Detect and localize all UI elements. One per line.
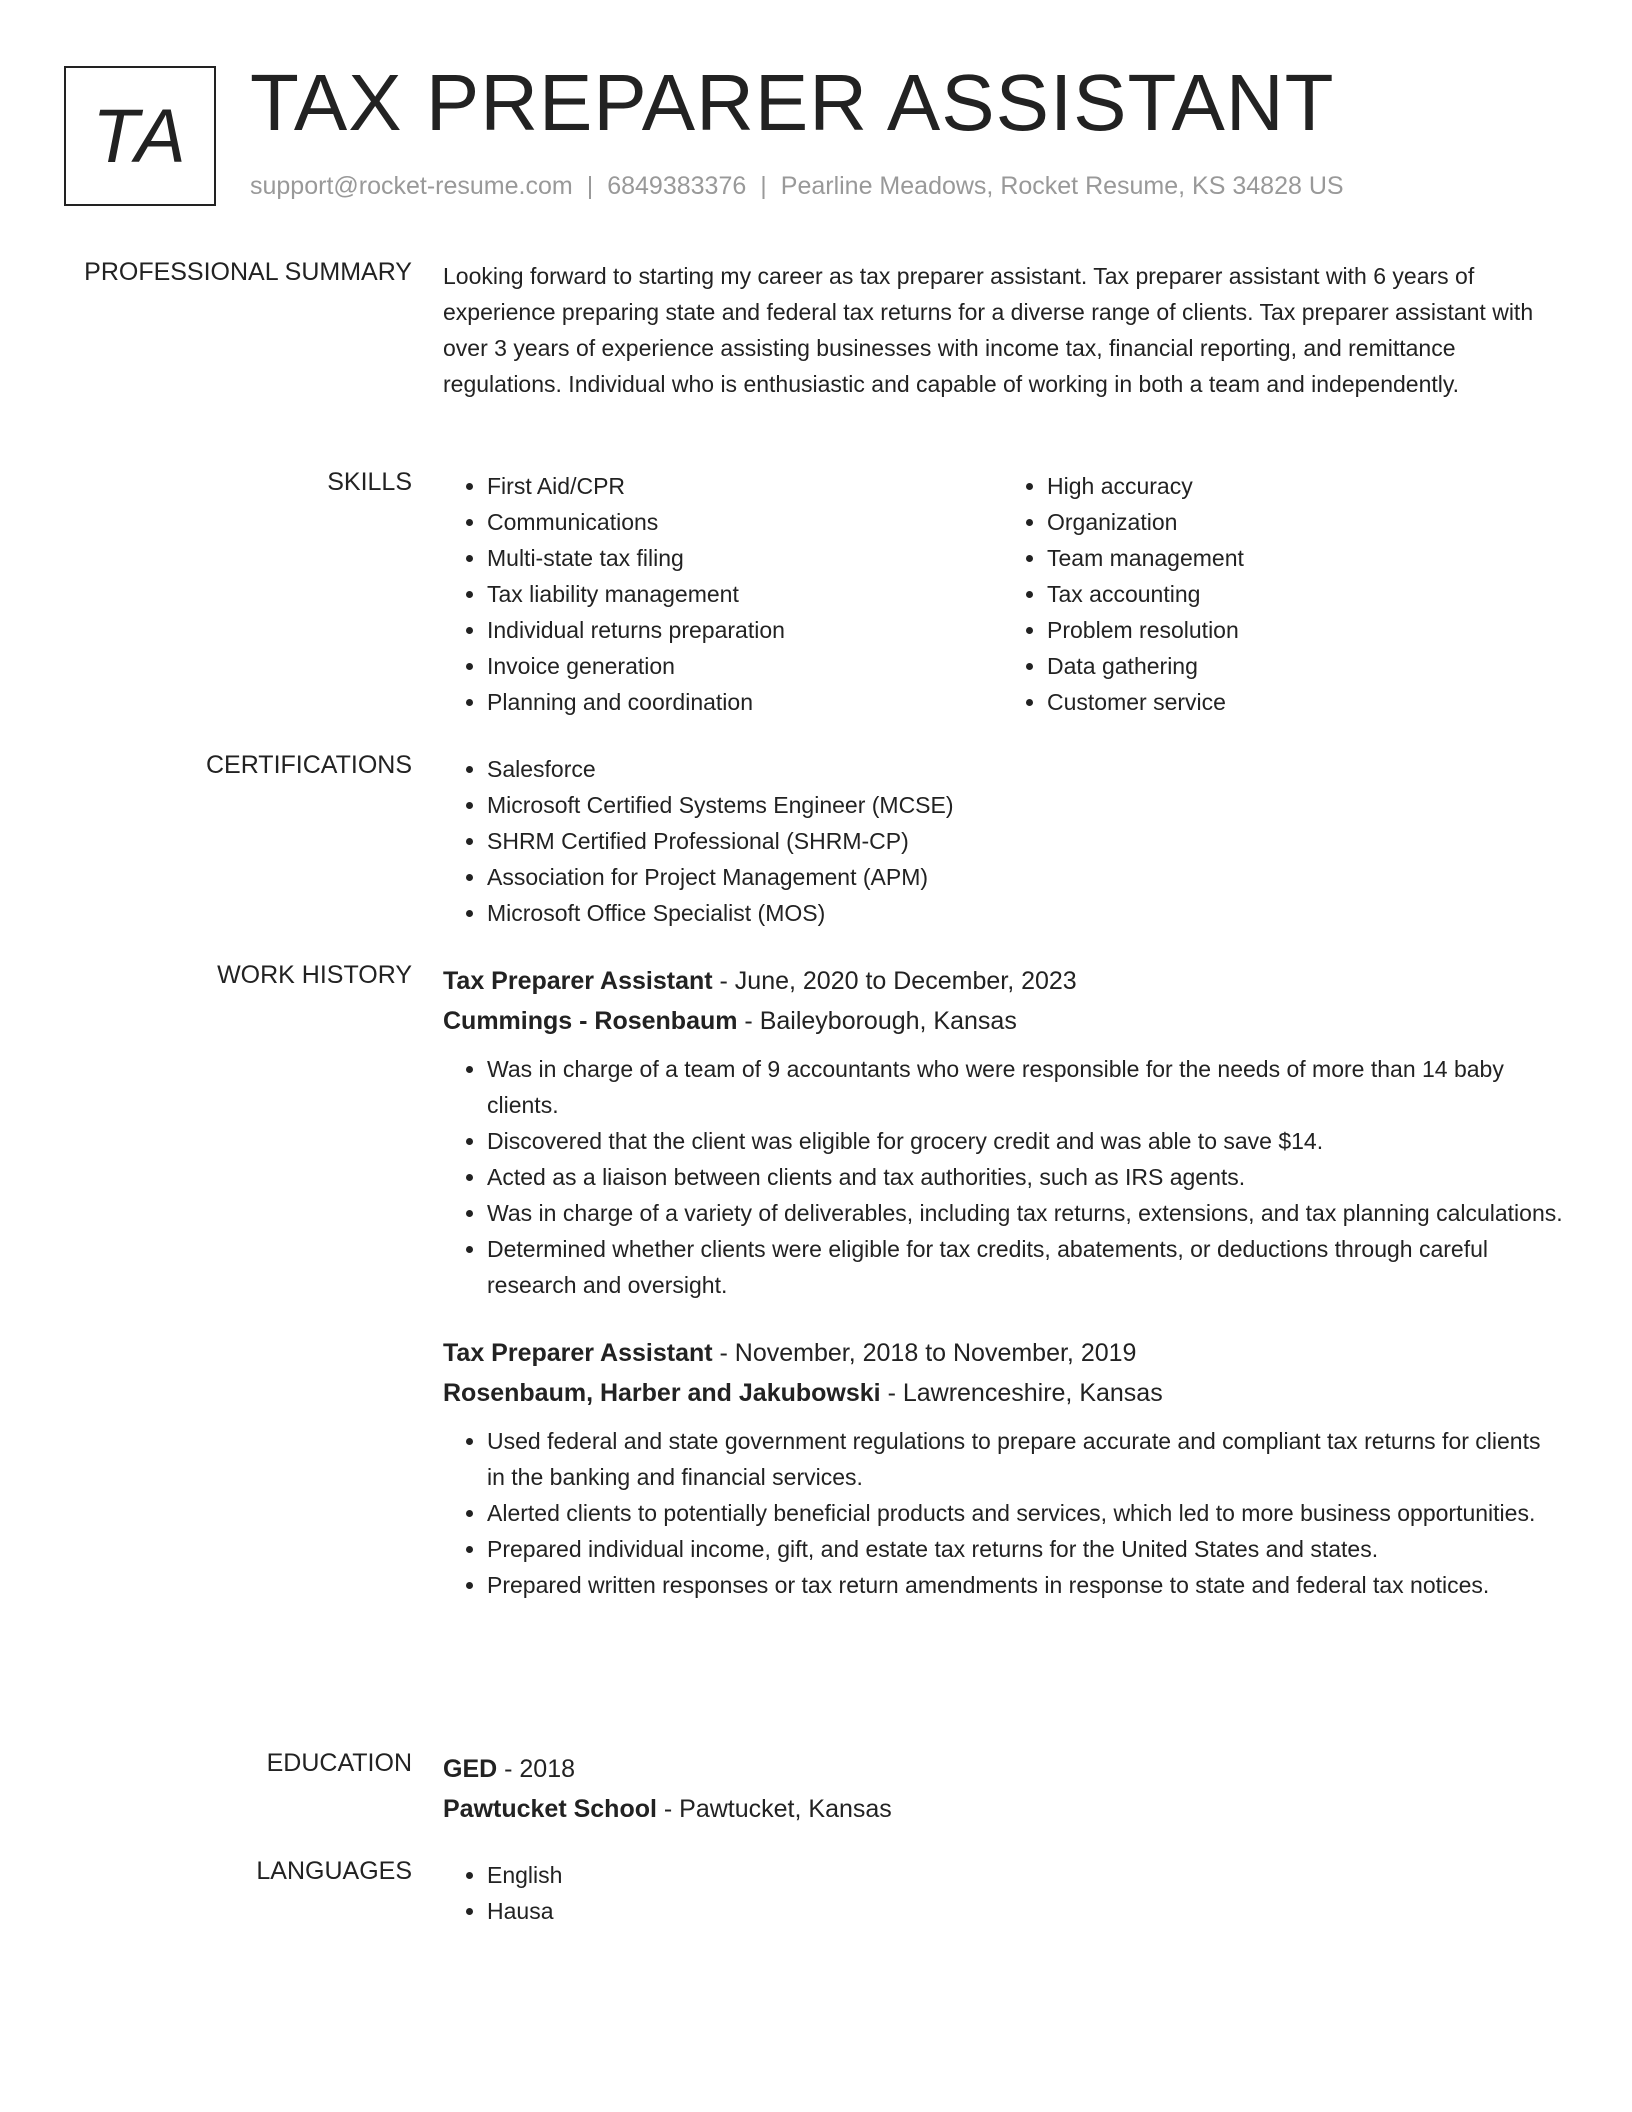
- section-label-work-history: WORK HISTORY: [217, 961, 412, 989]
- section-label-skills: SKILLS: [327, 468, 412, 496]
- skill-item: • Communications: [487, 504, 1003, 540]
- education-degree: GED: [443, 1755, 498, 1783]
- contact-address: Pearline Meadows, Rocket Resume, KS 34828 US: [780, 172, 1344, 200]
- section-label-education: EDUCATION: [266, 1749, 412, 1777]
- skill-item: • Invoice generation: [487, 648, 1003, 684]
- skill-item: • Planning and coordination: [487, 684, 1003, 720]
- job-bullet: • Discovered that the client was eligible for grocery credit and was able to save $14.: [487, 1123, 1563, 1159]
- job-entry: [443, 1333, 1563, 1603]
- certifications-body: [443, 751, 1563, 931]
- language-item: • English: [487, 1857, 1563, 1893]
- education-body: [443, 1749, 1563, 1829]
- certification-item: • Microsoft Certified Systems Engineer (MCSE): [487, 787, 1563, 823]
- languages-list: [443, 1857, 1563, 1929]
- summary-text: Looking forward to starting my career as tax preparer assistant. Tax preparer assistant with 6 years of experience preparing state and federal tax returns for a diverse range of clients. Tax preparer assistant with over 3 years of experience assisting businesses with income tax, financial reporting, and remittance regulations. Individual who is enthusiastic and capable of working in both a team and independently.: [443, 263, 1534, 397]
- job-bullet: • Alerted clients to potentially beneficial products and services, which led to more business opportunities.: [487, 1495, 1563, 1531]
- language-item: • Hausa: [487, 1893, 1563, 1929]
- contact-line: [250, 172, 1344, 201]
- job-company: Rosenbaum, Harber and Jakubowski: [443, 1379, 881, 1407]
- job-title-line: [443, 1333, 1563, 1373]
- work-history-body: [443, 961, 1563, 1633]
- skill-item: • Customer service: [1047, 684, 1563, 720]
- skill-item: • Individual returns preparation: [487, 612, 1003, 648]
- certification-item: • Microsoft Office Specialist (MOS): [487, 895, 1563, 931]
- skill-item: • Organization: [1047, 504, 1563, 540]
- section-label-summary: PROFESSIONAL SUMMARY: [84, 258, 412, 286]
- skill-item: • First Aid/CPR: [487, 468, 1003, 504]
- job-bullet: • Acted as a liaison between clients and tax authorities, such as IRS agents.: [487, 1159, 1563, 1195]
- certification-item: • SHRM Certified Professional (SHRM-CP): [487, 823, 1563, 859]
- job-bullet: • Prepared individual income, gift, and estate tax returns for the United States and states.: [487, 1531, 1563, 1567]
- job-dates: - November, 2018 to November, 2019: [712, 1339, 1137, 1367]
- section-label-languages: LANGUAGES: [256, 1857, 412, 1885]
- skill-item: • Multi-state tax filing: [487, 540, 1003, 576]
- job-bullet: • Used federal and state government regulations to prepare accurate and compliant tax returns for clients in the banking and financial services.: [487, 1423, 1563, 1495]
- certification-item: • Association for Project Management (APM): [487, 859, 1563, 895]
- skills-list-left: [443, 468, 1003, 720]
- job-bullet: • Determined whether clients were eligible for tax credits, abatements, or deductions through careful research and oversight.: [487, 1231, 1563, 1303]
- job-bullet: • Was in charge of a variety of deliverables, including tax returns, extensions, and tax planning calculations.: [487, 1195, 1563, 1231]
- job-bullet: • Prepared written responses or tax return amendments in response to state and federal tax notices.: [487, 1567, 1563, 1603]
- job-location: - Lawrenceshire, Kansas: [880, 1379, 1163, 1407]
- job-bullet: • Was in charge of a team of 9 accountants who were responsible for the needs of more than 14 baby clients.: [487, 1051, 1563, 1123]
- contact-email: support@rocket-resume.com: [250, 172, 573, 200]
- job-bullets: [443, 1051, 1563, 1303]
- education-school: Pawtucket School: [443, 1795, 657, 1823]
- monogram-box: [64, 66, 216, 206]
- skill-item: • Tax accounting: [1047, 576, 1563, 612]
- skills-columns: [443, 468, 1563, 720]
- job-company: Cummings - Rosenbaum: [443, 1007, 738, 1035]
- job-entry: [443, 961, 1563, 1303]
- job-company-line: [443, 1373, 1563, 1413]
- job-location: - Baileyborough, Kansas: [737, 1007, 1017, 1035]
- certification-item: • Salesforce: [487, 751, 1563, 787]
- contact-separator: |: [586, 172, 594, 200]
- skill-item: • Tax liability management: [487, 576, 1003, 612]
- job-dates: - June, 2020 to December, 2023: [712, 967, 1077, 995]
- contact-phone: 6849383376: [607, 172, 747, 200]
- job-company-line: [443, 1001, 1563, 1041]
- certifications-list: [443, 751, 1563, 931]
- job-title: Tax Preparer Assistant: [443, 1339, 713, 1367]
- job-title-line: [443, 961, 1563, 1001]
- education-location: - Pawtucket, Kansas: [656, 1795, 892, 1823]
- skill-item: • High accuracy: [1047, 468, 1563, 504]
- monogram-initials: TA: [92, 93, 188, 179]
- job-title: Tax Preparer Assistant: [443, 967, 713, 995]
- education-degree-line: [443, 1749, 1563, 1789]
- job-bullets: [443, 1423, 1563, 1603]
- skill-item: • Data gathering: [1047, 648, 1563, 684]
- contact-separator: |: [760, 172, 767, 200]
- skill-item: • Team management: [1047, 540, 1563, 576]
- section-label-certifications: CERTIFICATIONS: [205, 751, 412, 779]
- education-school-line: [443, 1789, 1563, 1829]
- resume-name: TAX PREPARER ASSISTANT: [250, 58, 1335, 147]
- skill-item: • Problem resolution: [1047, 612, 1563, 648]
- skills-list-right: [1003, 468, 1563, 720]
- languages-body: [443, 1857, 1563, 1929]
- education-year: - 2018: [497, 1755, 576, 1783]
